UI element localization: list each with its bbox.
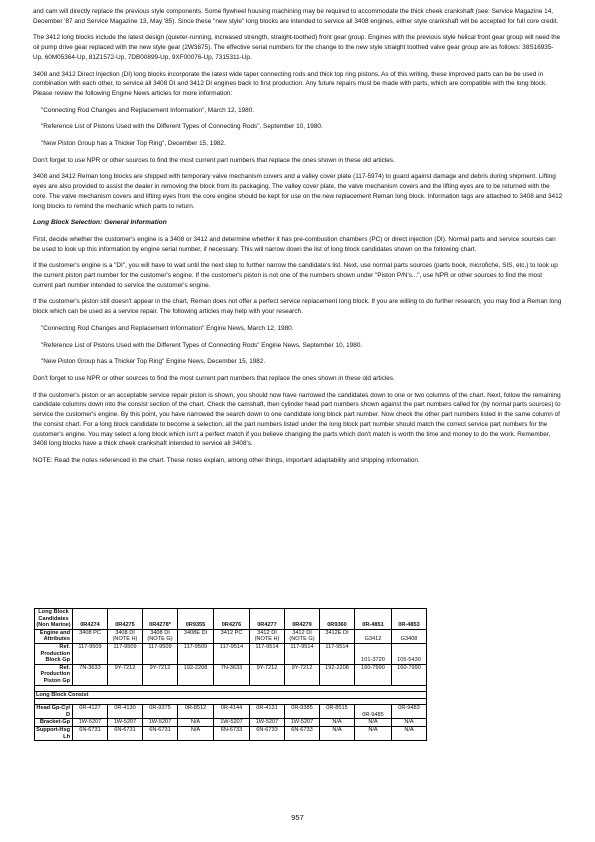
table-cell: 117-9509 — [73, 643, 108, 664]
row-label: Ref. Production Piston Gp — [35, 664, 73, 685]
table-cell: 117-9514 — [214, 643, 250, 664]
article-reference: "Reference List of Pistons Used with the Different Types of Connecting Rods", September 10, 1980. — [41, 123, 323, 131]
column-header: 0R9360 — [320, 609, 355, 630]
table-cell: 117-9514 — [320, 643, 355, 664]
column-header: 0R4277 — [250, 609, 285, 630]
table-cell: 1W-5207 — [73, 719, 108, 727]
row-label: Ref. Production Block Gp — [35, 643, 73, 664]
table-cell: 3408 DI (NOTE H) — [108, 629, 143, 643]
page-number: 957 — [291, 813, 304, 822]
article-reference: "New Piston Group has a Thicker Top Ring" Engine News, December 15, 1982. — [41, 358, 266, 366]
consist-title: Long Block Consist — [35, 691, 427, 699]
table-cell: 0R-9483 — [392, 705, 427, 719]
table-cell: 6N-6731 — [108, 726, 143, 740]
table-cell: N/A — [178, 719, 214, 727]
column-header: 0R4274 — [73, 609, 108, 630]
table-cell: 3412 PC — [214, 629, 250, 643]
table-cell: 117-9509 — [108, 643, 143, 664]
table-row — [35, 726, 427, 740]
table-cell: 3412 DI (NOTE G) — [285, 629, 320, 643]
table-cell: 1W-5207 — [214, 719, 250, 727]
table-cell: 3408 DI (NOTE G) — [143, 629, 178, 643]
article-reference: "Reference List of Pistons Used with the Different Types of Connecting Rods" Engine News, September 10, 1980. — [41, 341, 363, 349]
table-row — [35, 719, 427, 727]
column-header: 0R4279 — [285, 609, 320, 630]
table-cell: N/A — [392, 726, 427, 740]
body-text — [33, 7, 563, 473]
table-cell: 101-3720 — [355, 643, 392, 664]
table-cell: 1W-5207 — [250, 719, 285, 727]
row-label: Engine and Attributes — [35, 629, 73, 643]
table-cell: 9Y-7212 — [285, 664, 320, 685]
paragraph: Don't forget to use NPR or other sources to find the most current part numbers that replace the ones shown in these old articles. — [33, 374, 395, 382]
table-cell: 6N-6731 — [73, 726, 108, 740]
table-row — [35, 664, 427, 685]
article-reference: "Connecting Rod Changes and Replacement Information", March 12, 1980. — [41, 106, 255, 114]
table-cell: 117-9509 — [178, 643, 214, 664]
paragraph: If the customer's engine is a "DI", you will have to wait until the next step to further narrow the candidate's list. Next, use normal parts sources (parts book, microfiche, SIS, etc.) to look up the current piston part number for the customer's engine. If the customer's piston is not one of the numbers shown under "Piston P/N's...", use NPR or other sources to find the most current part number intended to service the customer's engine. — [33, 262, 558, 289]
column-header: 0R-4853 — [392, 609, 427, 630]
table-cell: N/A — [392, 719, 427, 727]
table-cell: 3412E DI — [320, 629, 355, 643]
column-header: 0R4276 — [214, 609, 250, 630]
table-cell: 0R-9485 — [355, 705, 392, 719]
table-cell: N/A — [178, 726, 214, 740]
table-cell: 0R-4130 — [108, 705, 143, 719]
table-cell: 105-5430 — [392, 643, 427, 664]
table-row — [35, 705, 427, 719]
table-cell: 6N-6733 — [214, 726, 250, 740]
paragraph: Don't forget to use NPR or other sources to find the most current part numbers that replace the ones shown in these old articles. — [33, 156, 395, 164]
paragraph: 3408 and 3412 Reman long blocks are shipped with temporary valve mechanism covers and a valley cover plate (117-5974) to guard against damage and debris during shipment. Lifting eyes are also provided to assist the dealer in removing the block from its packaging. The valley cover plate, the valve mechanism covers and the lifting eyes are to be returned with the core. The valve mechanism covers and lifting eyes from the core engine should be kept for use on the new replacement Reman long block. Information tags are attached to 3408 and 3412 long blocks to remind the mechanic which parts to return. — [33, 173, 563, 210]
paragraph: The 3412 long blocks include the latest design (quieter-running, increased strength, straight-toothed) front gear group. Engines with the previous style helical front gear group will need the oil pump drive gear replaced with the new style gear (2W3875). The effective serial numbers for the change to the new style straight toothed valve gear group are as follows: 38S16935-Up, 60M05364-Up, 81Z1572-Up, 7DB00899-Up, 9XF00076-Up, 7315311-Up. — [33, 34, 561, 61]
table-cell: 9Y-7212 — [250, 664, 285, 685]
table-cell: N/A — [320, 726, 355, 740]
table-header-row — [35, 609, 427, 630]
table-cell: 160-7990 — [392, 664, 427, 685]
table-cell: 6N-6731 — [143, 726, 178, 740]
table-corner-label: Long Block Candidates (Non Marine) — [36, 609, 71, 629]
table-cell: 0R-4127 — [73, 705, 108, 719]
table-cell: 117-9514 — [250, 643, 285, 664]
paragraph: If the customer's piston or an acceptable service repair piston is shown, you should now have narrowed the candidates down to one or two columns of the chart. Next, follow the remaining candidate columns down into the consist section of the chart. Check the camshaft, then cylinder head part numbers shown against the part numbers called for (by normal parts sources) to service the customer's engine. By this point, you have narrowed the search down to one candidate long block part number. Now check the other part numbers listed in the same column of the consist chart. For a long block candidate to become a selection, all the part numbers listed under the long block part number should match the correct service part numbers for the customer's engine. You may select a long block which isn't a perfect match if you believe changing the parts which don't match is worth the time and money to do the work. Remember, 3408 long blocks have a thick cheek crankshaft intended to service all 3408's. — [33, 391, 561, 448]
table-cell: 7N-3633 — [73, 664, 108, 685]
article-reference: "New Piston Group has a Thicker Top Ring", December 15, 1982. — [41, 140, 226, 148]
section-heading: Long Block Selection: General Information — [33, 219, 167, 227]
table-cell: N/A — [320, 719, 355, 727]
row-label: Support-Hsg Lh — [35, 726, 73, 740]
table-cell: 192-2208 — [178, 664, 214, 685]
table-cell: 192-2208 — [320, 664, 355, 685]
table-cell: 0R-8512 — [178, 705, 214, 719]
table-cell: 0R-9385 — [285, 705, 320, 719]
table-cell: 0R-4131 — [250, 705, 285, 719]
paragraph: 3408 and 3412 Direct Injection (DI) long blocks incorporate the latest wide taper connecting rods and thick top ring pistons. As of this writing, these improved parts can be be used in combination with each other, to service all 3408 DI and 3412 DI engines back to first production. Any future repairs must be made with parts, which are compatible with the long block. Please review the following Engine News articles for more information: — [33, 70, 548, 97]
paragraph: If the customer's piston still doesn't appear in the chart, Reman does not offer a perfect service replacement long block. If you are willing to do further research, you may find a Reman long block which can be used as a service repair. The following articles may help with your research. — [33, 298, 562, 316]
row-label: Bracket-Gp — [35, 719, 73, 727]
table-cell: 9Y-7212 — [143, 664, 178, 685]
table-cell: 117-9514 — [285, 643, 320, 664]
table-cell: 9Y-7212 — [108, 664, 143, 685]
consist-title-row — [35, 691, 427, 699]
column-header: 0R-4851 — [355, 609, 392, 630]
table-cell: 7N-3633 — [214, 664, 250, 685]
table-cell: N/A — [355, 719, 392, 727]
column-header: 0R9355 — [178, 609, 214, 630]
table-cell: 117-9509 — [143, 643, 178, 664]
table-cell: 0R-4144 — [214, 705, 250, 719]
table-cell: 3412 DI (NOTE H) — [250, 629, 285, 643]
paragraph: First, decide whether the customer's engine is a 3408 or 3412 and determine whether it has pre-combustion chambers (PC) or direct injection (DI). Normal parts and service sources can be used to look up this information by engine serial number, if necessary. This will narrow down the list of long block candidates shown on the following chart. — [33, 235, 556, 253]
table-cell: 0R-8515 — [320, 705, 355, 719]
table-cell: 3408 PC — [73, 629, 108, 643]
table-cell: 160-7990 — [355, 664, 392, 685]
table-cell: 0R-9375 — [143, 705, 178, 719]
table-cell: N/A — [355, 726, 392, 740]
note-paragraph: NOTE: Read the notes referenced in the chart. These notes explain, among other things, important adaptability and shipping information. — [33, 456, 420, 464]
table-cell: G3408 — [392, 629, 427, 643]
row-label: Head Gp-Cyl D — [35, 705, 73, 719]
table-cell: 1W-5207 — [285, 719, 320, 727]
table-cell: 1W-5207 — [143, 719, 178, 727]
article-reference: "Connecting Rod Changes and Replacement Information" Engine News, March 12, 1980. — [41, 324, 294, 332]
long-block-chart — [34, 608, 427, 741]
table-row — [35, 629, 427, 643]
table-cell: 6N-6733 — [250, 726, 285, 740]
table-row — [35, 643, 427, 664]
table-cell: G3412 — [355, 629, 392, 643]
table-cell: 1W-5207 — [108, 719, 143, 727]
column-header: 0R4275 — [108, 609, 143, 630]
table-cell: 3408E DI — [178, 629, 214, 643]
column-header: 0R4278* — [143, 609, 178, 630]
table-cell: 6N-6733 — [285, 726, 320, 740]
paragraph: and cam will directly replace the previous style components. Some flywheel housing machining may be required to accommodate the thick cheek crankshaft (see: Service Magazine 14, December '87 and Service Magazine 13, May '85). Since these "new style" long blocks are intended to service all 3408 engines, either style crankshaft will be accepted for full core credit. — [33, 8, 559, 25]
